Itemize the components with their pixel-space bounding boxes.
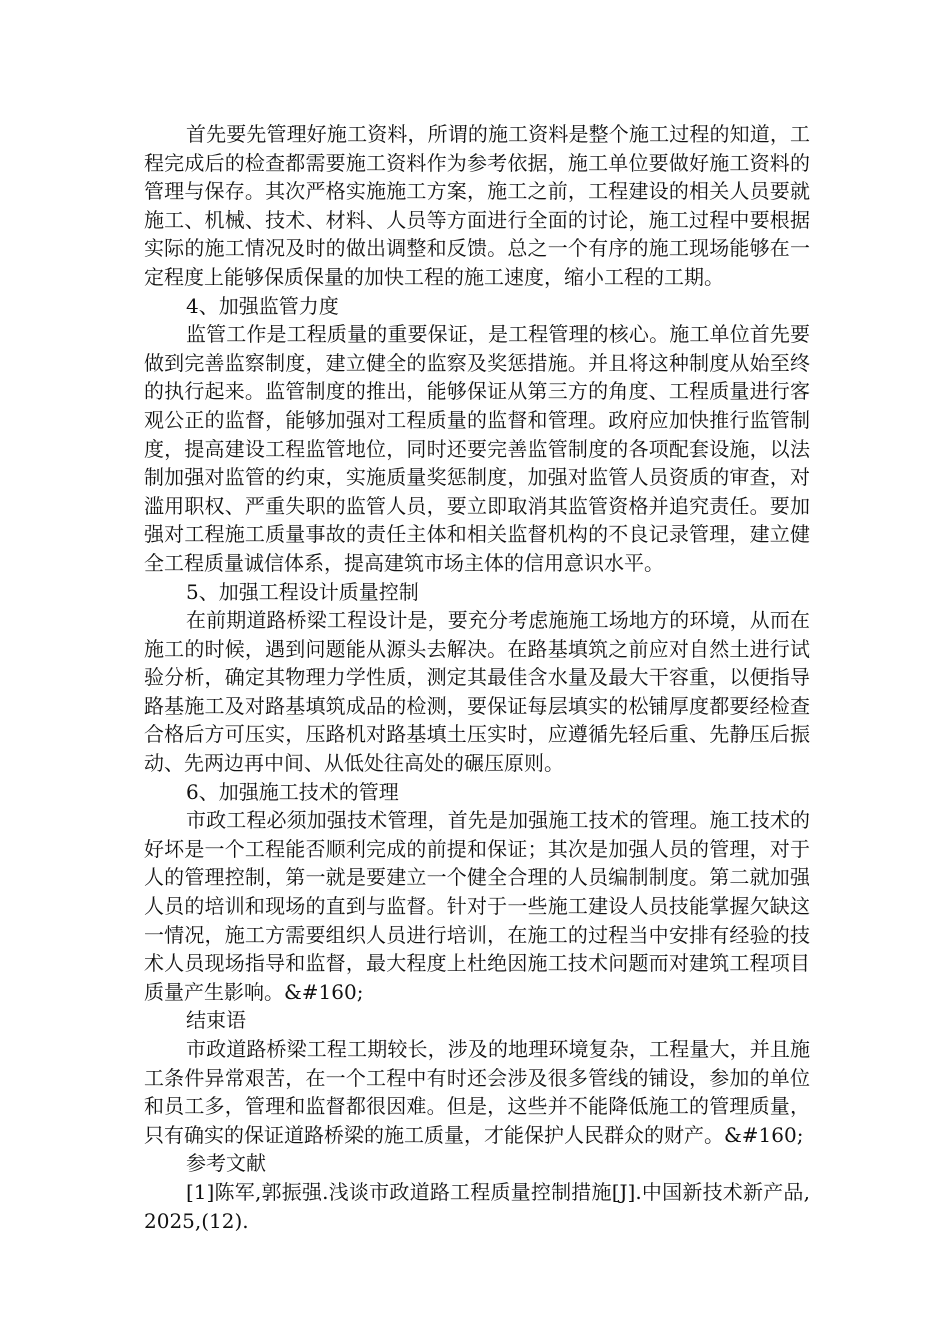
reference-item: [1]陈军,郭振强.浅谈市政道路工程质量控制措施[J].中国新技术新产品,2025,(12). — [144, 1179, 810, 1233]
heading-technology-management: 6、加强施工技术的管理 — [186, 779, 399, 804]
heading-strengthen-supervision: 4、加强监管力度 — [186, 293, 339, 318]
paragraph-supervision: 监管工作是工程质量的重要保证，是工程管理的核心。施工单位首先要做到完善监察制度，建立健全的监察及奖惩措施。并且将这种制度从始至终的执行起来。监管制度的推出，能够保证从第三方的角度、工程质量进行客观公正的监督，能够加强对工程质量的监督和管理。政府应加快推行监管制度，提高建设工程监管地位，同时还要完善监管制度的各项配套设施，以法制加强对监管的约束，实施质量奖惩制度，加强对监管人员资质的审查，对滥用职权、严重失职的监管人员，要立即取消其监管资格并追究责任。要加强对工程施工质量事故的责任主体和相关监督机构的不良记录管理，建立健全工程质量诚信体系，提高建筑市场主体的信用意识水平。 — [144, 322, 810, 575]
heading-conclusion: 结束语 — [186, 1008, 246, 1033]
paragraph-construction-data: 首先要先管理好施工资料，所谓的施工资料是整个施工过程的知道，工程完成后的检查都需要施工资料作为参考依据，施工单位要做好施工资料的管理与保存。其次严格实施施工方案，施工之前，工程建设的相关人员要就施工、机械、技术、材料、人员等方面进行全面的讨论，施工过程中要根据实际的施工情况及时的做出调整和反馈。总之一个有序的施工现场能够在一定程度上能够保质保量的加快工程的施工速度，缩小工程的工期。 — [144, 122, 810, 289]
document-body — [144, 120, 810, 1235]
paragraph-design-quality: 在前期道路桥梁工程设计是，要充分考虑施施工场地方的环境，从而在施工的时候，遇到问题能从源头去解决。在路基填筑之前应对自然土进行试验分析，确定其物理力学性质，测定其最佳含水量及最大干容重，以便指导路基施工及对路基填筑成品的检测，要保证每层填实的松铺厚度都要经检查合格后方可压实，压路机对路基填土压实时，应遵循先轻后重、先静压后振动、先两边再中间、从低处往高处的碾压原则。 — [144, 608, 810, 776]
paragraph-conclusion: 市政道路桥梁工程工期较长，涉及的地理环境复杂，工程量大，并且施工条件异常艰苦，在一个工程中有时还会涉及很多管线的铺设，参加的单位和员工多，管理和监督都很因难。但是，这些并不能降低施工的管理质量，只有确实的保证道路桥梁的施工质量，才能保护人民群众的财产。&#160; — [144, 1037, 810, 1147]
heading-design-quality-control: 5、加强工程设计质量控制 — [186, 579, 419, 604]
paragraph-technology-management: 市政工程必须加强技术管理，首先是加强施工技术的管理。施工技术的好坏是一个工程能否顺利完成的前提和保证；其次是加强人员的管理，对于人的管理控制，第一就是要建立一个健全合理的人员编制制度。第二就加强人员的培训和现场的直到与监督。针对于一些施工建设人员技能掌握欠缺这一情况，施工方需要组织人员进行培训，在施工的过程当中安排有经验的技术人员现场指导和监督，最大程度上杜绝因施工技术问题而对建筑工程项目质量产生影响。&#160; — [144, 808, 810, 1004]
heading-references: 参考文献 — [186, 1151, 266, 1176]
